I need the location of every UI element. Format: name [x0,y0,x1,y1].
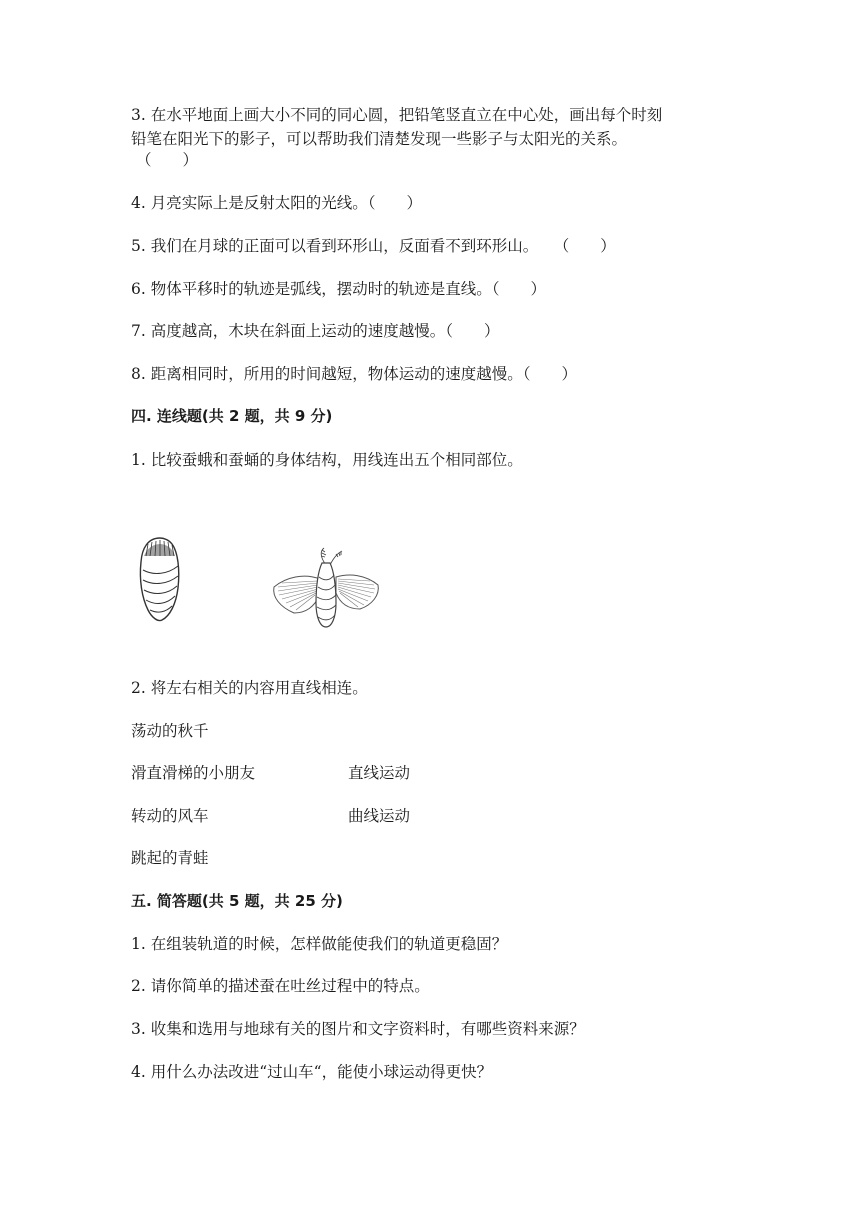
match-left-item-1: 荡动的秋千 [131,722,209,740]
section-5-question-1: 1. 在组装轨道的时候，怎样做能使我们的轨道更稳固？ [131,935,508,953]
section-5-question-3: 3. 收集和选用与地球有关的图片和文字资料时，有哪些资料来源？ [131,1020,585,1038]
match-right-item-2: 曲线运动 [348,807,411,825]
question-3-line-2: 铅笔在阳光下的影子，可以帮助我们清楚发现一些影子与太阳光的关系。 [131,130,628,148]
match-left-item-2: 滑直滑梯的小朋友 [131,764,256,782]
question-8: 8. 距离相同时，所用的时间越短，物体运动的速度越慢。（ ） [131,365,577,383]
section-5-question-2: 2. 请你简单的描述蚕在吐丝过程中的特点。 [131,977,430,995]
question-3-answer-blank: （ ） [136,151,199,169]
match-right-item-1: 直线运动 [348,764,411,782]
silkworm-moth-drawing-icon [270,547,382,629]
silkworm-pupa-drawing-icon [134,534,186,626]
match-left-item-3: 转动的风车 [131,807,209,825]
match-left-item-4: 跳起的青蛙 [131,849,209,867]
question-7: 7. 高度越高，木块在斜面上运动的速度越慢。（ ） [131,322,500,340]
section-4-heading: 四. 连线题(共 2 题，共 9 分) [131,407,333,425]
section-4-question-2: 2. 将左右相关的内容用直线相连。 [131,679,368,697]
question-4: 4. 月亮实际上是反射太阳的光线。（ ） [131,194,422,212]
section-5-heading: 五. 简答题(共 5 题，共 25 分) [131,892,343,910]
question-5: 5. 我们在月球的正面可以看到环形山，反面看不到环形山。 （ ） [131,237,616,255]
section-4-question-1: 1. 比较蚕蛾和蚕蛹的身体结构，用线连出五个相同部位。 [131,451,523,469]
section-5-question-4: 4. 用什么办法改进“过山车“，能使小球运动得更快？ [131,1063,493,1081]
question-6: 6. 物体平移时的轨迹是弧线，摆动时的轨迹是直线。（ ） [131,280,546,298]
question-3-line-1: 3. 在水平地面上画大小不同的同心圆，把铅笔竖直立在中心处，画出每个时刻 [131,106,663,124]
